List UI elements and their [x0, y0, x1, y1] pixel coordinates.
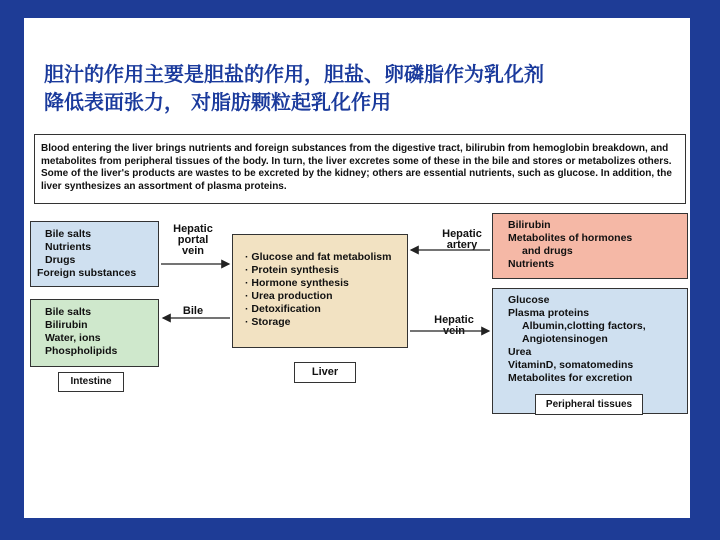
- intro-text: Blood entering the liver brings nutrients and foreign substances from the digestive tract, bilirubin from hemoglobin breakdown, and metabolites from peripheral tissues of the body. In turn, the liver excretes some of these in the bile and stores or metabolizes others. Some of the liver's products are wastes to be excreted by the kidney; others are essential nutrients, such as glucose. In addition, the liver synthesizes an assortment of plasma proteins.: [41, 143, 672, 192]
- venous-output: Plasma proteins: [508, 307, 590, 319]
- liver-function: · Storage: [245, 316, 291, 328]
- venous-output: VitaminD, somatomedins: [508, 359, 634, 371]
- arterial-input: Metabolites of hormones: [508, 232, 633, 244]
- liver-label: Liver: [294, 362, 356, 383]
- bile-output: Water, ions: [45, 332, 101, 344]
- peripheral-tissues-label: Peripheral tissues: [535, 394, 643, 415]
- slide: [24, 18, 690, 518]
- liver-function: · Hormone synthesis: [245, 277, 349, 289]
- hepatic-vein-label: Hepatic vein: [434, 314, 474, 337]
- portal-input: Drugs: [45, 254, 76, 266]
- portal-input: Foreign substances: [37, 267, 137, 279]
- arterial-input: Nutrients: [508, 258, 555, 270]
- hepatic-artery-label: Hepatic artery: [442, 228, 482, 251]
- liver-function: · Urea production: [245, 290, 333, 302]
- bile-output: Bilirubin: [45, 319, 88, 331]
- title-line-1: 胆汁的作用主要是胆盐的作用，胆盐、卵磷脂作为乳化剂: [44, 62, 544, 86]
- flow-arrows: [24, 18, 690, 518]
- hepatic-portal-vein-label: Hepatic portal vein: [173, 223, 213, 257]
- venous-output: Urea: [508, 346, 532, 358]
- liver-function: · Glucose and fat metabolism: [245, 251, 392, 263]
- portal-input: Bile salts: [45, 228, 92, 240]
- intestine-label: Intestine: [58, 372, 124, 392]
- venous-output: Glucose: [508, 294, 550, 306]
- venous-output: Metabolites for excretion: [508, 372, 633, 384]
- arterial-input: and drugs: [522, 245, 573, 257]
- venous-output: Albumin,clotting factors,: [522, 320, 646, 332]
- venous-output: Angiotensinogen: [522, 333, 608, 345]
- arterial-input: Bilirubin: [508, 219, 551, 231]
- liver-function: · Detoxification: [245, 303, 321, 315]
- portal-input: Nutrients: [45, 241, 92, 253]
- title-line-2: 降低表面张力， 对脂肪颗粒起乳化作用: [44, 90, 391, 114]
- bile-output: Bile salts: [45, 306, 92, 318]
- bile-output: Phospholipids: [45, 345, 118, 357]
- liver-function: · Protein synthesis: [245, 264, 339, 276]
- bile-label: Bile: [182, 305, 204, 317]
